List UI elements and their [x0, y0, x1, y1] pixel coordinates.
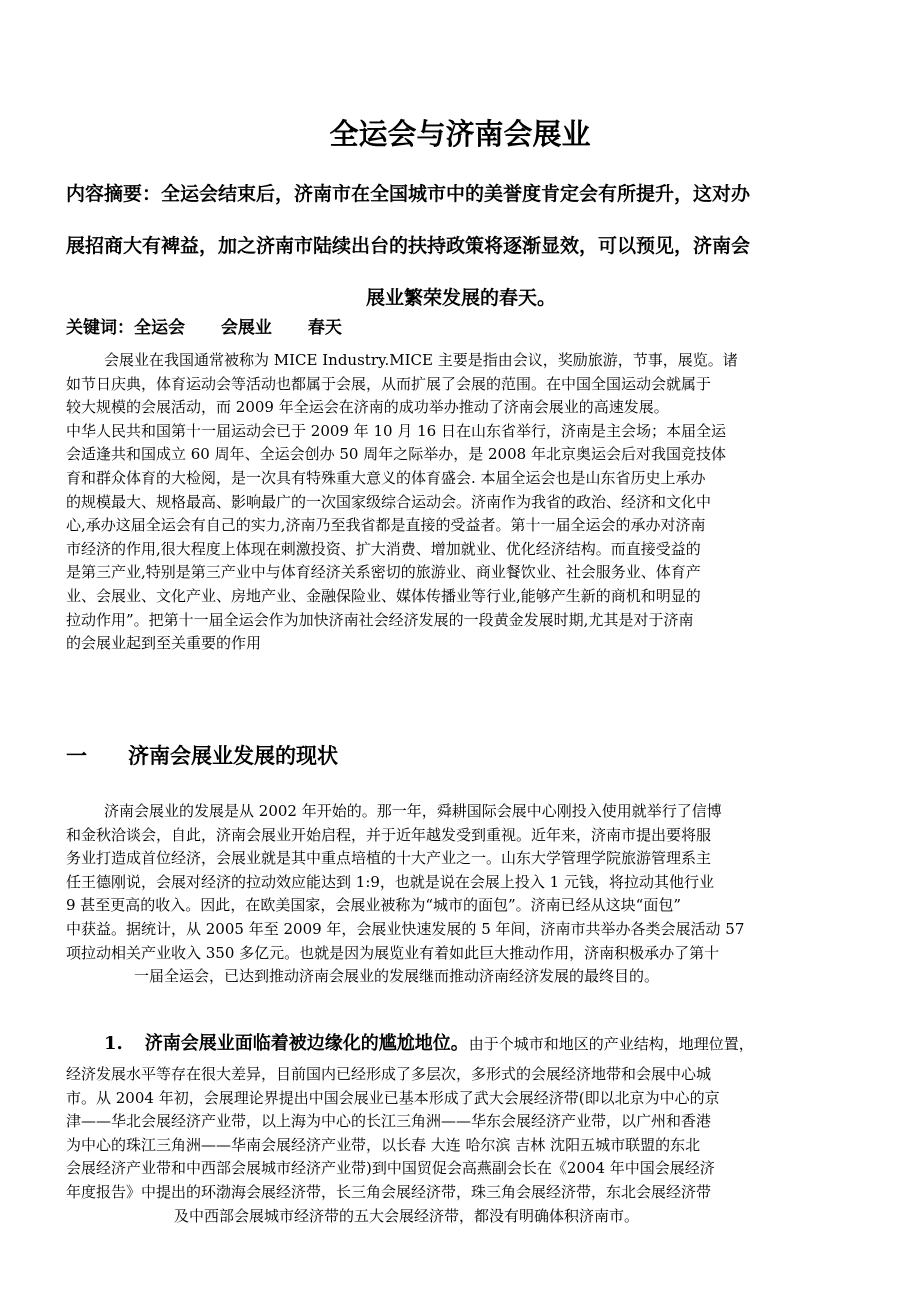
text-line: 项拉动相关产业收入 350 多亿元。也就是因为展览业有着如此巨大推动作用，济南积极承办了第十: [66, 943, 720, 962]
section-paragraph: [66, 800, 858, 989]
keywords-label: 关键词：全运会: [66, 318, 185, 338]
text-line: 市经济的作用,很大程度上体现在刺激投资、扩大消费、增加就业、优化经济结构。而直接受益的: [66, 539, 701, 558]
abstract-line: 展业繁荣发展的春天。: [365, 287, 556, 309]
list-item-paragraph: [66, 1063, 858, 1228]
abstract-line: 内容摘要：全运会结束后，济南市在全国城市中的美誉度肯定会有所提升，这对办: [66, 183, 751, 205]
text-line: 会展经济产业带和中西部会展城市经济产业带)到中国贸促会高燕副会长在《2004 年中国会展经济: [66, 1159, 715, 1178]
section-number: 一: [66, 744, 87, 768]
document-title: 全运会与济南会展业: [329, 117, 591, 151]
text-line: 业、会展业、文化产业、房地产业、金融保险业、媒体传播业等行业,能够产生新的商机和明显的: [66, 586, 701, 605]
text-line: 一届全运会，已达到推动济南会展业的发展继而推动济南经济发展的最终目的。: [134, 967, 660, 986]
list-item-heading: [104, 1029, 754, 1055]
list-item-lead-text: 由于个城市和地区的产业结构，地理位置，: [468, 1035, 754, 1053]
abstract-line: 展招商大有裨益，加之济南市陆续出台的扶持政策将逐渐显效，可以预见，济南会: [66, 235, 751, 257]
text-line: 务业打造成首位经济，会展业就是其中重点培植的十大产业之一。山东大学管理学院旅游管理系主: [66, 849, 712, 868]
list-item-title: 济南会展业面临着被边缘化的尴尬地位。: [144, 1033, 469, 1054]
text-line: 拉动作用”。把第十一届全运会作为加快济南社会经济发展的一段黄金发展时期,尤其是对于济南: [66, 610, 694, 629]
text-line: 如节日庆典，体育运动会等活动也都属于会展，从而扩展了会展的范围。在中国全国运动会就属于: [66, 374, 712, 393]
text-line: 任王德刚说，会展对经济的拉动效应能达到 1:9，也就是说在会展上投入 1 元钱，将拉动其他行业: [66, 872, 714, 891]
text-line: 年度报告》中提出的环渤海会展经济带，长三角会展经济带，珠三角会展经济带，东北会展经济带: [66, 1182, 712, 1201]
text-line: 市。从 2004 年初，会展理论界提出中国会展业已基本形成了武大会展经济带(即以北京为中心的京: [66, 1088, 720, 1107]
text-line: 的规模最大、规格最高、影响最广的一次国家级综合运动会。济南作为我省的政治、经济和文化中: [66, 492, 712, 511]
text-line: 较大规模的会展活动，而 2009 年全运会在济南的成功举办推动了济南会展业的高速发展。: [66, 398, 669, 417]
section-heading: [66, 740, 338, 770]
text-line: 9 甚至更高的收入。因此，在欧美国家，会展业被称为“城市的面包”。济南已经从这块“面包”: [66, 896, 681, 915]
text-line: 及中西部会展城市经济带的五大会展经济带，都没有明确体积济南市。: [174, 1206, 640, 1225]
text-line: 心,承办这届全运会有自己的实力,济南乃至我省都是直接的受益者。第十一届全运会的承办对济南: [66, 516, 706, 535]
text-line: 的会展业起到至关重要的作用: [66, 634, 262, 653]
text-line: 济南会展业的发展是从 2002 年开始的。那一年，舜耕国际会展中心刚投入使用就举行了信博: [104, 802, 722, 820]
keyword-item: 春天: [307, 318, 342, 338]
text-line: 和金秋洽谈会，自此，济南会展业开始启程，并于近年越发受到重视。近年来，济南市提出要将服: [66, 825, 712, 844]
text-line: 津——华北会展经济产业带，以上海为中心的长江三角洲——华东会展经济产业带，以广州和香港: [66, 1112, 712, 1131]
keywords: [66, 313, 372, 338]
text-line: 会展业在我国通常被称为 MICE Industry.MICE 主要是指由会议，奖励旅游，节事，展览。诸: [104, 351, 738, 369]
list-item-number: 1.: [104, 1033, 123, 1054]
abstract: [66, 168, 856, 324]
text-line: 会适逢共和国成立 60 周年、全运会创办 50 周年之际举办，是 2008 年北京奥运会后对我国竞技体: [66, 445, 726, 464]
intro-paragraph: [66, 349, 858, 656]
text-line: 中华人民共和国第十一届运动会已于 2009 年 10 月 16 日在山东省举行，济南是主会场；本届全运: [66, 421, 726, 440]
text-line: 经济发展水平等存在很大差异，目前国内已经形成了多层次，多形式的会展经济地带和会展中心城: [66, 1065, 712, 1083]
keyword-item: 会展业: [220, 318, 272, 338]
text-line: 中获益。据统计，从 2005 年至 2009 年，会展业快速发展的 5 年间，济南市共举办各类会展活动 57: [66, 919, 745, 938]
text-line: 为中心的珠江三角洲——华南会展经济产业带，以长春 大连 哈尔滨 吉林 沈阳五城市联盟的东北: [66, 1135, 701, 1154]
section-title: 济南会展业发展的现状: [128, 744, 338, 768]
text-line: 是第三产业,特别是第三产业中与体育经济关系密切的旅游业、商业餐饮业、社会服务业、体育产: [66, 563, 701, 582]
text-line: 育和群众体育的大检阅，是一次具有特殊重大意义的体育盛会. 本届全运会也是山东省历史上承办: [66, 468, 706, 487]
